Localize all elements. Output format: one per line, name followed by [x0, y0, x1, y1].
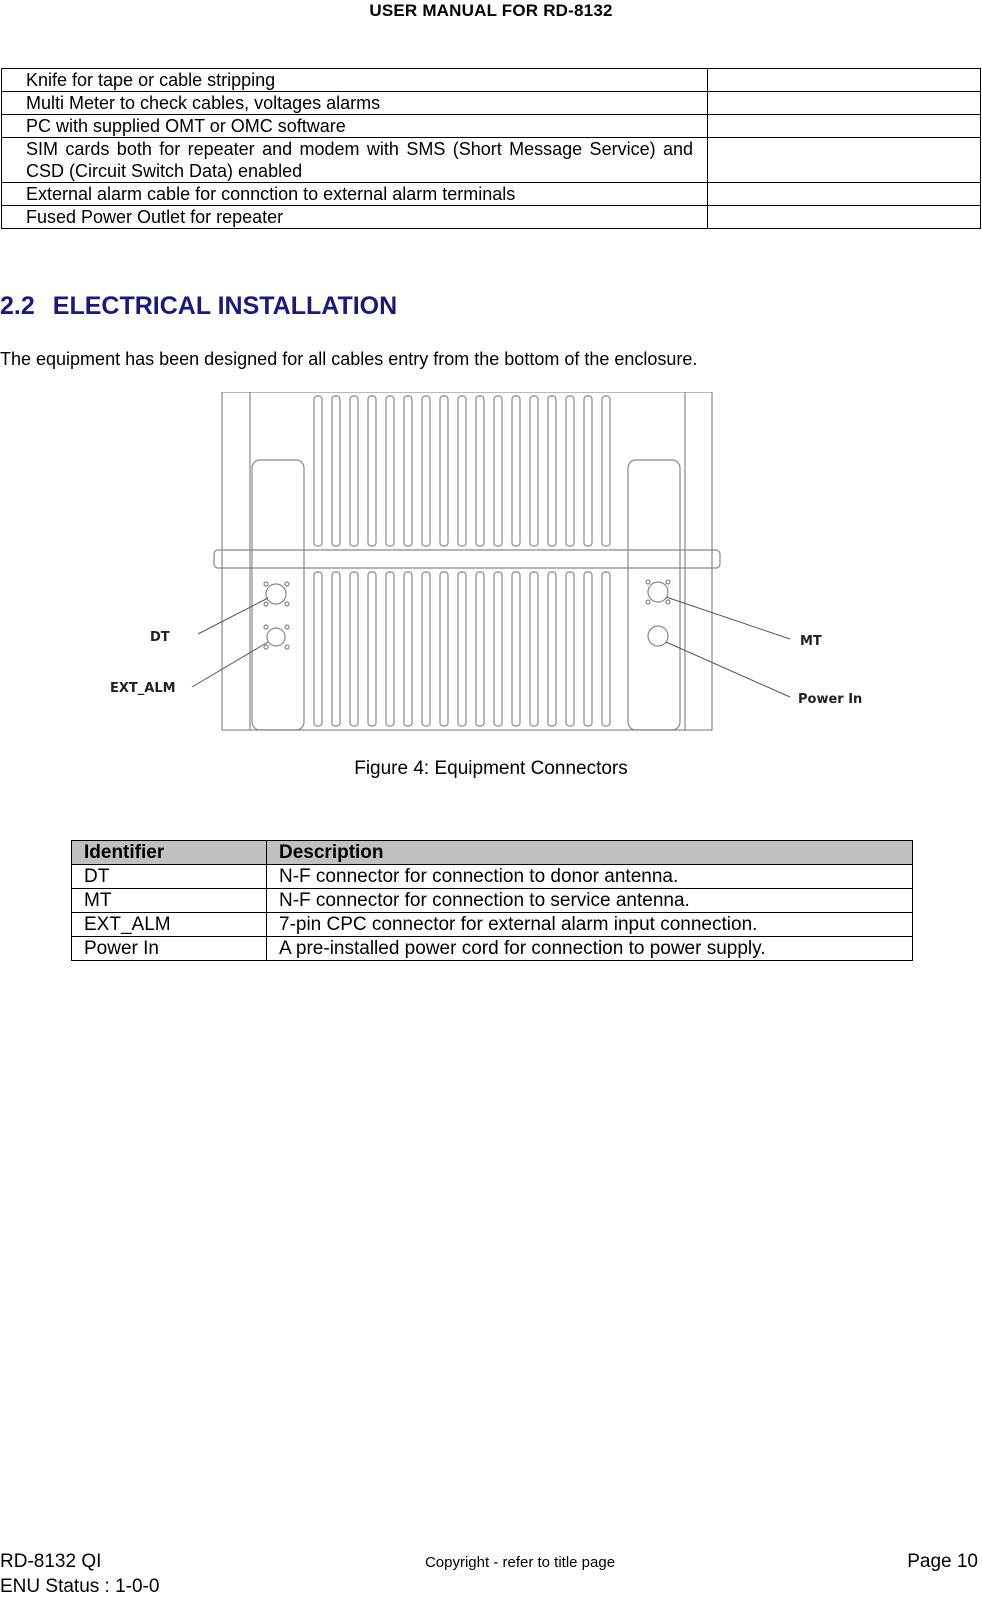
section-heading [0, 292, 397, 321]
section-number: 2.2 [0, 292, 35, 320]
page-header-title: USER MANUAL FOR RD-8132 [369, 1, 613, 20]
table-row [2, 115, 981, 138]
identifier-cell: DT [72, 865, 267, 889]
tool-check-cell [708, 115, 981, 138]
tool-check-cell [708, 183, 981, 206]
ext-alm-connector [267, 628, 285, 646]
table-row [72, 913, 913, 937]
tool-check-cell [708, 206, 981, 229]
label-mt: MT [800, 634, 822, 649]
column-header-identifier: Identifier [72, 841, 267, 865]
table-row [72, 937, 913, 961]
footer-page-number: Page 10 [907, 1551, 978, 1572]
table-row [2, 69, 981, 92]
dt-leader-line [198, 598, 268, 634]
tool-check-cell [708, 69, 981, 92]
label-dt: DT [150, 630, 170, 645]
table-row [2, 183, 981, 206]
tool-item: PC with supplied OMT or OMC software [2, 115, 708, 138]
table-row [72, 865, 913, 889]
description-cell: N-F connector for connection to donor antenna. [267, 865, 913, 889]
identifier-cell: EXT_ALM [72, 913, 267, 937]
footer-doc-id: RD-8132 QI [0, 1551, 102, 1572]
table-row [2, 138, 981, 183]
heatsink-fins [314, 396, 610, 726]
description-cell: N-F connector for connection to service antenna. [267, 889, 913, 913]
tool-check-cell [708, 138, 981, 183]
tools-table [1, 68, 981, 229]
description-cell: 7-pin CPC connector for external alarm input connection. [267, 913, 913, 937]
identifier-cell: MT [72, 889, 267, 913]
tool-item: Knife for tape or cable stripping [2, 69, 708, 92]
mounting-bar [214, 550, 720, 568]
dt-connector [266, 584, 286, 604]
connector-table [71, 840, 913, 961]
table-row [72, 889, 913, 913]
intro-paragraph: The equipment has been designed for all cables entry from the bottom of the enclosure. [0, 349, 698, 369]
tool-item: Fused Power Outlet for repeater [2, 206, 708, 229]
identifier-cell: Power In [72, 937, 267, 961]
tool-item: SIM cards both for repeater and modem with SMS (Short Message Service) and CSD (Circuit Switch Data) enabled [2, 138, 708, 183]
table-row [2, 206, 981, 229]
enclosure-outline [222, 392, 712, 730]
ext-alm-leader-line [192, 642, 268, 687]
equipment-connectors-figure [100, 392, 880, 742]
table-header-row [72, 841, 913, 865]
section-title: ELECTRICAL INSTALLATION [52, 292, 398, 320]
tool-item: External alarm cable for connction to external alarm terminals [2, 183, 708, 206]
tool-check-cell [708, 92, 981, 115]
description-cell: A pre-installed power cord for connection to power supply. [267, 937, 913, 961]
right-panel [628, 460, 680, 730]
mt-connector [648, 582, 668, 602]
column-header-description: Description [267, 841, 913, 865]
footer-status: ENU Status : 1-0-0 [0, 1576, 160, 1597]
power-in-connector [648, 626, 668, 646]
footer-copyright: Copyright - refer to title page [424, 1554, 616, 1571]
figure-caption: Figure 4: Equipment Connectors [354, 758, 628, 779]
label-power-in: Power In [798, 692, 863, 707]
left-panel [252, 460, 304, 730]
table-row [2, 92, 981, 115]
tool-item: Multi Meter to check cables, voltages alarms [2, 92, 708, 115]
label-ext-alm: EXT_ALM [110, 681, 176, 696]
